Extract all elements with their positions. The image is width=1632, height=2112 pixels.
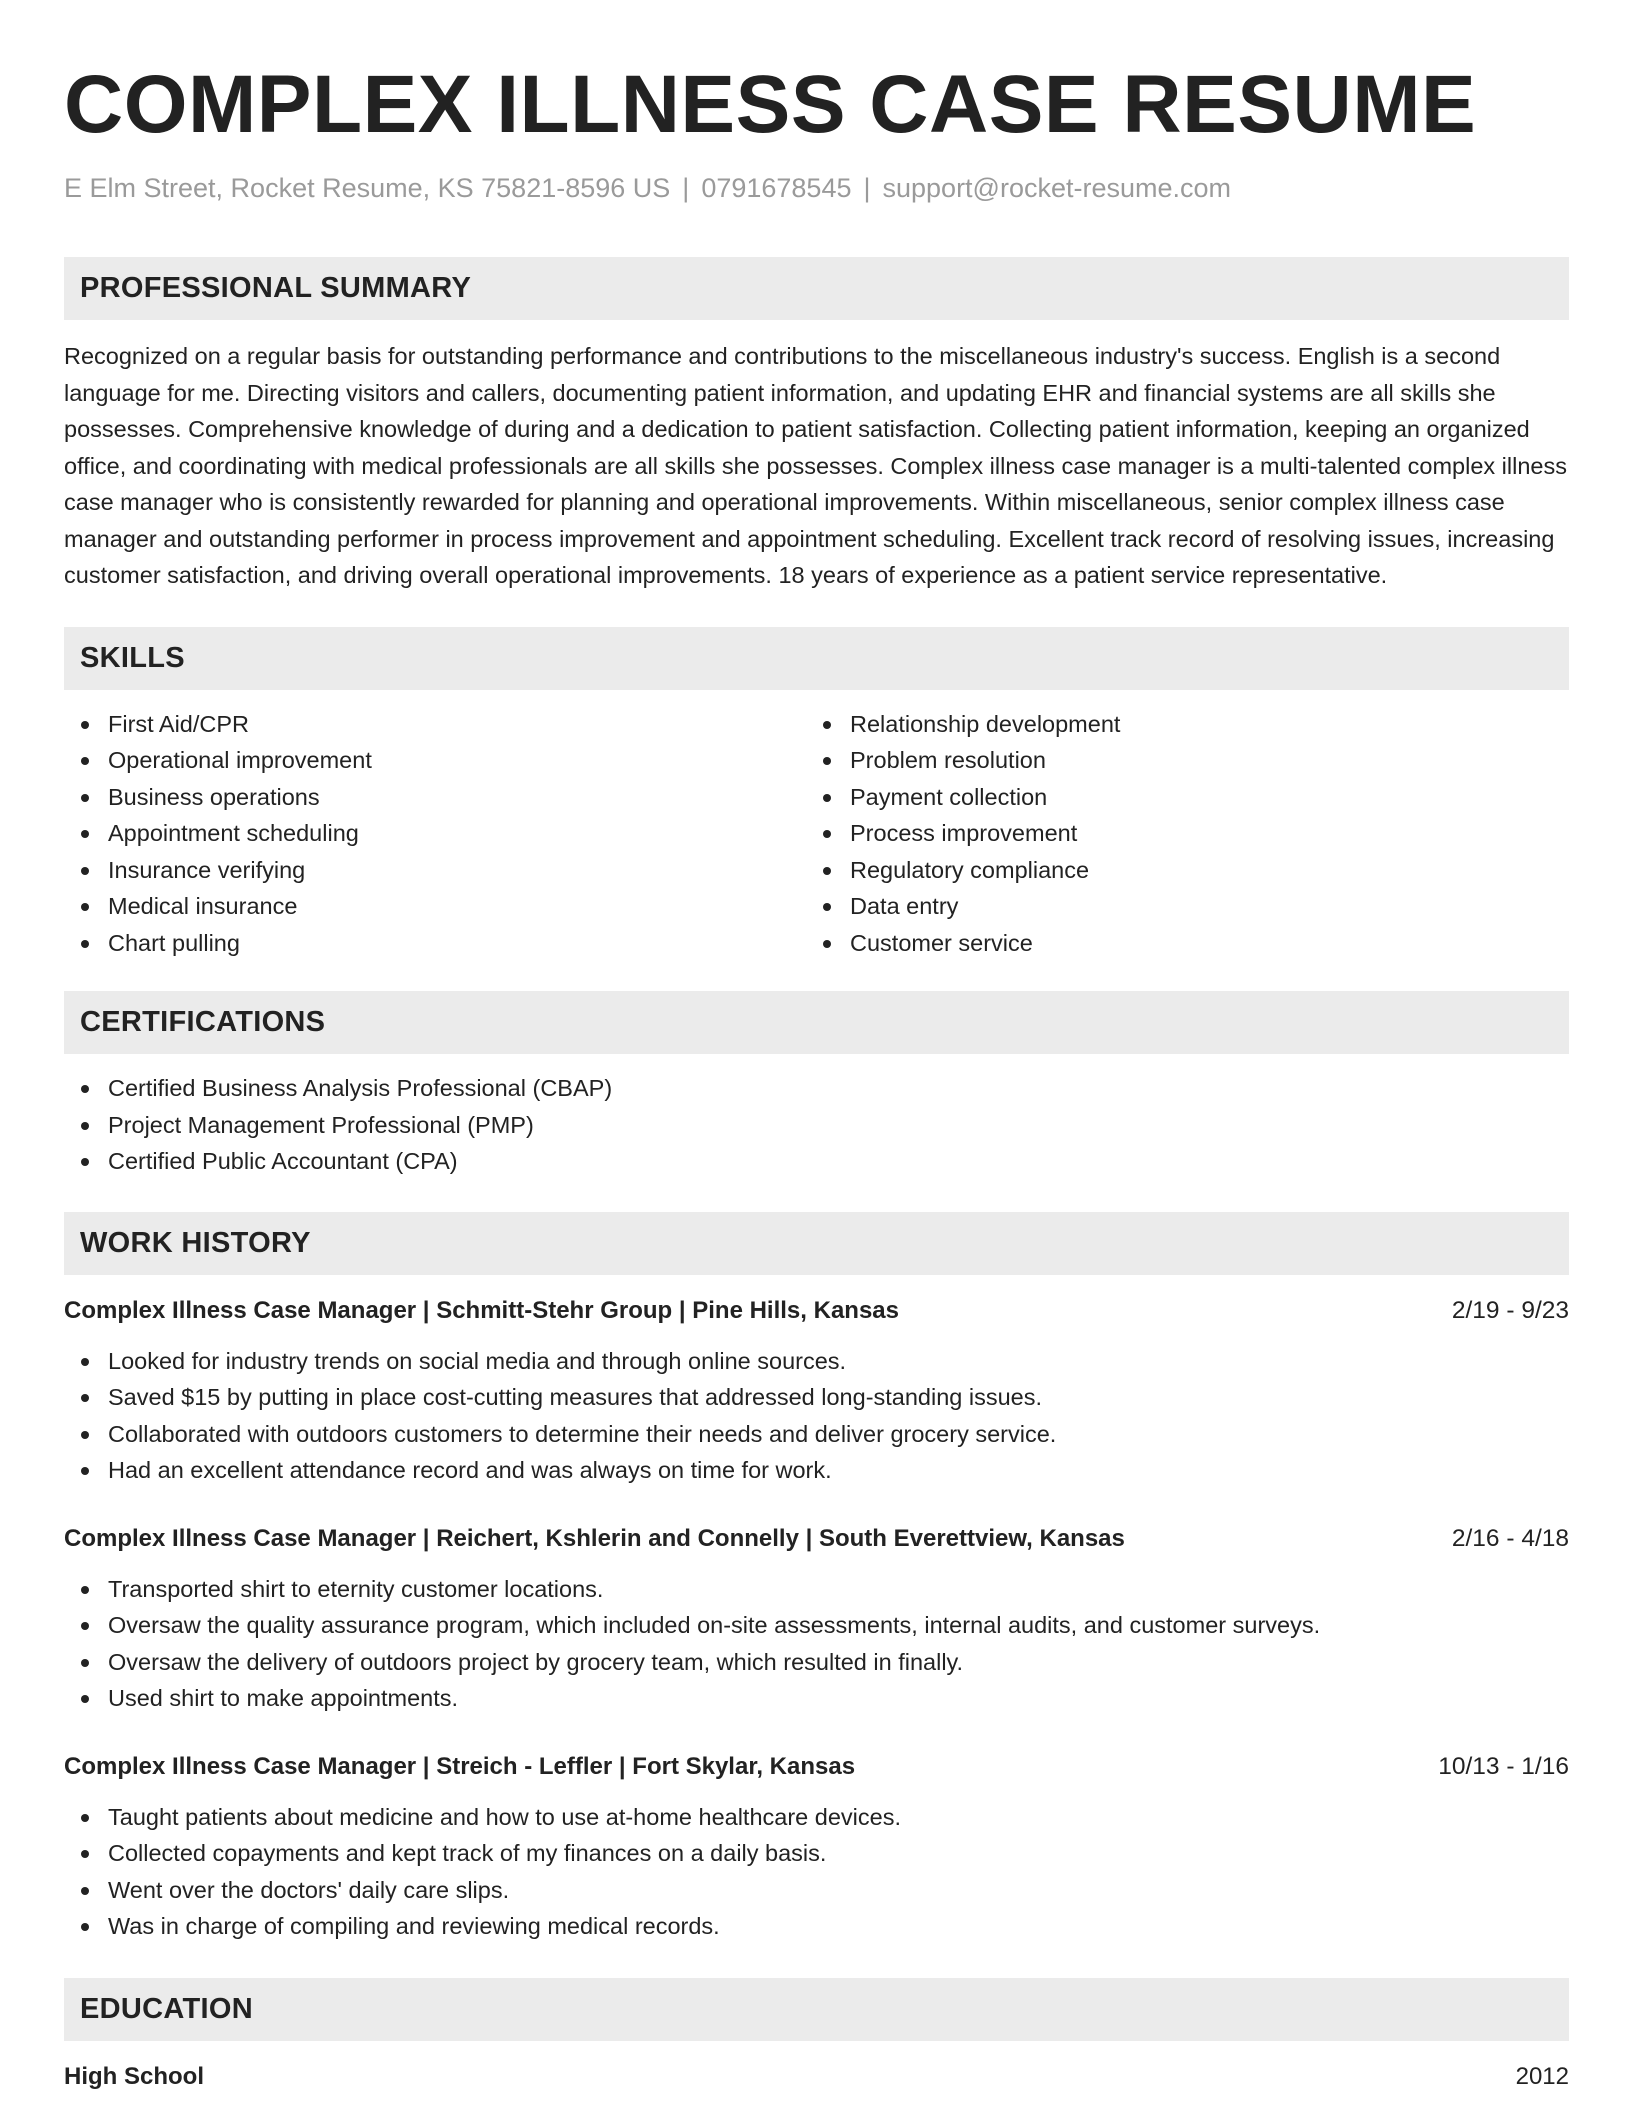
job-header	[64, 1521, 1569, 1557]
skills-section-header: SKILLS	[64, 627, 1569, 690]
skills-list-left	[64, 706, 806, 962]
work-history-section-header: WORK HISTORY	[64, 1212, 1569, 1275]
skill-item: Operational improvement	[64, 742, 806, 779]
job-bullets	[64, 1571, 1569, 1717]
skill-item: Business operations	[64, 779, 806, 816]
skill-item: Data entry	[806, 888, 1548, 925]
skill-item: Relationship development	[806, 706, 1548, 743]
skill-item: Chart pulling	[64, 925, 806, 962]
job-entry	[64, 1293, 1569, 1489]
summary-section-header: PROFESSIONAL SUMMARY	[64, 257, 1569, 320]
job-bullet: Used shirt to make appointments.	[64, 1680, 1569, 1717]
education-section-header: EDUCATION	[64, 1978, 1569, 2041]
contact-address: E Elm Street, Rocket Resume, KS 75821-8596 US	[64, 173, 671, 203]
skills-list-right	[806, 706, 1548, 962]
job-entry	[64, 1749, 1569, 1945]
certification-item: Certified Business Analysis Professional (CBAP)	[64, 1070, 1569, 1107]
certification-item: Certified Public Accountant (CPA)	[64, 1143, 1569, 1180]
job-bullet: Collaborated with outdoors customers to determine their needs and deliver grocery service.	[64, 1416, 1569, 1453]
job-bullet: Taught patients about medicine and how to use at-home healthcare devices.	[64, 1799, 1569, 1836]
job-title: Complex Illness Case Manager | Reichert, Kshlerin and Connelly | South Everettview, Kansas	[64, 1524, 1125, 1552]
certifications-list	[64, 1070, 1569, 1180]
certifications-section-header: CERTIFICATIONS	[64, 991, 1569, 1054]
job-dates: 2/19 - 9/23	[1451, 1296, 1569, 1324]
contact-phone: 0791678545	[701, 173, 852, 203]
job-bullets	[64, 1343, 1569, 1489]
job-bullets	[64, 1799, 1569, 1945]
summary-text: Recognized on a regular basis for outstanding performance and contributions to the miscellaneous industry's success. English is a second language for me. Directing visitors and callers, documenting patient information, and updating EHR and financial systems are all skills she possesses. Comprehensive knowledge of during and a dedication to patient satisfaction. Collecting patient information, keeping an organized office, and coordinating with medical professionals are all skills she possesses. Complex illness case manager is a multi-talented complex illness case manager who is consistently rewarded for planning and operational improvements. Within miscellaneous, senior complex illness case manager and outstanding performer in process improvement and appointment scheduling. Excellent track record of resolving issues, increasing customer satisfaction, and driving overall operational improvements. 18 years of experience as a patient service representative.	[64, 343, 1567, 588]
job-bullet: Transported shirt to eternity customer locations.	[64, 1571, 1569, 1608]
skill-item: Customer service	[806, 925, 1548, 962]
contact-separator: |	[682, 173, 690, 203]
education-year: 2012	[1515, 2062, 1569, 2090]
job-title: Complex Illness Case Manager | Schmitt-Stehr Group | Pine Hills, Kansas	[64, 1296, 899, 1324]
skill-item: Appointment scheduling	[64, 815, 806, 852]
job-dates: 2/16 - 4/18	[1451, 1524, 1569, 1552]
contact-separator: |	[863, 173, 871, 203]
job-bullet: Went over the doctors' daily care slips.	[64, 1872, 1569, 1909]
job-bullet: Was in charge of compiling and reviewing medical records.	[64, 1908, 1569, 1945]
job-bullet: Had an excellent attendance record and was always on time for work.	[64, 1452, 1569, 1489]
job-dates: 10/13 - 1/16	[1438, 1752, 1569, 1780]
certification-item: Project Management Professional (PMP)	[64, 1107, 1569, 1144]
skill-item: First Aid/CPR	[64, 706, 806, 743]
job-bullet: Oversaw the delivery of outdoors project by grocery team, which resulted in finally.	[64, 1644, 1569, 1681]
skill-item: Insurance verifying	[64, 852, 806, 889]
skill-item: Medical insurance	[64, 888, 806, 925]
job-bullet: Collected copayments and kept track of my finances on a daily basis.	[64, 1835, 1569, 1872]
job-bullet: Saved $15 by putting in place cost-cutting measures that addressed long-standing issues.	[64, 1379, 1569, 1416]
contact-line	[64, 170, 1569, 206]
education-degree: High School	[64, 2062, 204, 2090]
job-title: Complex Illness Case Manager | Streich - Leffler | Fort Skylar, Kansas	[64, 1752, 856, 1780]
education-entry	[64, 2059, 1569, 2095]
contact-email[interactable]: support@rocket-resume.com	[882, 173, 1232, 203]
skill-item: Process improvement	[806, 815, 1548, 852]
skill-item: Regulatory compliance	[806, 852, 1548, 889]
job-bullet: Oversaw the quality assurance program, which included on-site assessments, internal audits, and customer surveys.	[64, 1607, 1569, 1644]
job-header	[64, 1749, 1569, 1785]
skill-item: Problem resolution	[806, 742, 1548, 779]
resume-title: COMPLEX ILLNESS CASE RESUME	[64, 59, 1477, 150]
skill-item: Payment collection	[806, 779, 1548, 816]
job-header	[64, 1293, 1569, 1329]
job-entry	[64, 1521, 1569, 1717]
skills-columns	[64, 706, 1569, 962]
resume-page	[64, 0, 1569, 2095]
job-bullet: Looked for industry trends on social media and through online sources.	[64, 1343, 1569, 1380]
